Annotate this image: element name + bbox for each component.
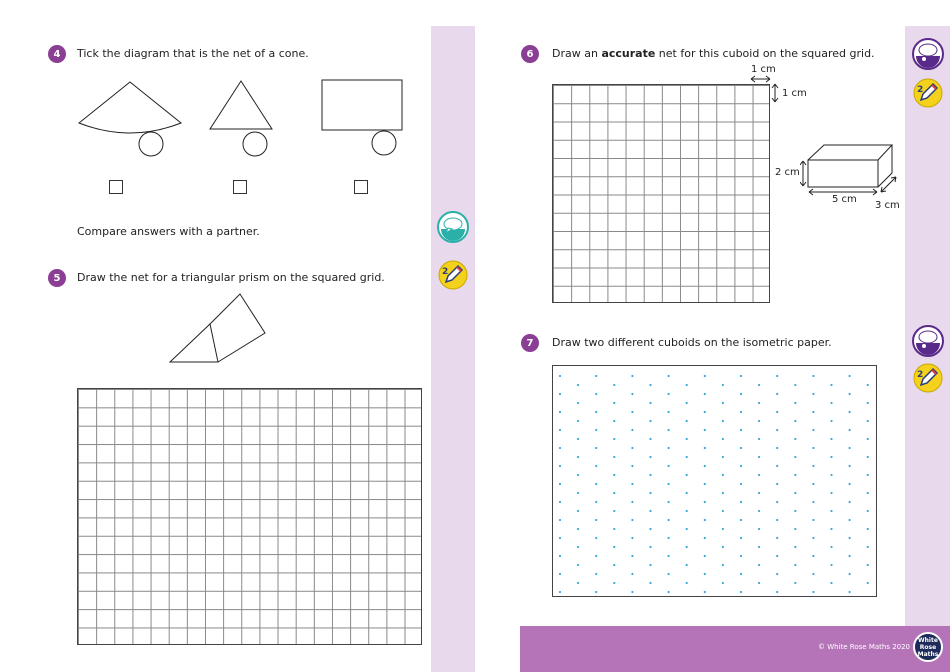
iso-dot [830,474,832,476]
iso-dot [776,447,778,449]
cone-net-option-b [210,81,272,129]
iso-dot [812,393,814,395]
iso-dot [740,555,742,557]
iso-dot [849,555,851,557]
iso-dot [668,393,670,395]
iso-dot [776,375,778,377]
iso-dot [794,510,796,512]
iso-dot [812,591,814,593]
iso-dot [559,501,561,503]
isometric-dot-paper[interactable] [552,365,877,597]
iso-dot [704,411,706,413]
iso-dot [704,393,706,395]
iso-dot [758,474,760,476]
iso-dot [595,591,597,593]
iso-dot [704,375,706,377]
iso-dot [867,546,869,548]
iso-dot [595,411,597,413]
iso-dot [704,501,706,503]
iso-dot [668,537,670,539]
iso-dot [631,447,633,449]
iso-dot [849,447,851,449]
cone-net-option-c [322,80,402,130]
iso-dot [704,519,706,521]
iso-dot [867,510,869,512]
logo-line-3: Maths [917,650,939,658]
iso-dot [704,447,706,449]
iso-dot [704,465,706,467]
iso-dot [613,582,615,584]
iso-dot [631,411,633,413]
iso-dot [830,402,832,404]
iso-dot [722,456,724,458]
iso-dot [867,474,869,476]
iso-dot [812,555,814,557]
question-4-text: Tick the diagram that is the net of a cone. [77,47,309,60]
iso-dot [577,546,579,548]
iso-dot [812,411,814,413]
iso-dot [794,420,796,422]
iso-dot [849,411,851,413]
iso-dot [704,537,706,539]
iso-dot [867,456,869,458]
iso-dot [776,411,778,413]
iso-dot [758,438,760,440]
iso-dot [867,402,869,404]
iso-dot [613,546,615,548]
logo-line-1: White [918,636,938,644]
iso-dot [613,564,615,566]
squared-grid-question-5[interactable] [77,388,422,645]
iso-dot [559,537,561,539]
iso-dot [686,384,688,386]
iso-dot [613,474,615,476]
iso-dot [595,483,597,485]
question-4-number: 4 [48,45,66,63]
iso-dot [577,528,579,530]
iso-dot [849,483,851,485]
iso-dot [758,456,760,458]
iso-dot [740,447,742,449]
iso-dot [559,573,561,575]
iso-dot [849,501,851,503]
iso-dot [595,519,597,521]
iso-dot [830,420,832,422]
question-6-text-pre: Draw an [552,47,602,60]
iso-dot [649,474,651,476]
iso-dot [812,429,814,431]
left-page-side-strip [431,26,475,672]
iso-dot [559,411,561,413]
iso-dot [649,384,651,386]
iso-dot [595,501,597,503]
cone-net-option-b-base [243,132,267,156]
iso-dot [613,384,615,386]
iso-dot [631,393,633,395]
cone-net-option-a-base [139,132,163,156]
question-6-number: 6 [521,45,539,63]
iso-dot [794,564,796,566]
iso-dot [631,519,633,521]
tickbox-option-c[interactable] [354,180,368,194]
iso-dot [830,564,832,566]
iso-dot [668,501,670,503]
iso-dot [613,528,615,530]
iso-dot [812,501,814,503]
iso-dot [830,510,832,512]
iso-dot [668,429,670,431]
iso-dot [794,456,796,458]
iso-dot [794,384,796,386]
iso-dot [577,420,579,422]
iso-dot [649,564,651,566]
svg-text:2: 2 [917,85,924,95]
iso-dot [649,402,651,404]
iso-dot [722,474,724,476]
iso-dot [649,420,651,422]
iso-dot [794,402,796,404]
iso-dot [776,483,778,485]
iso-dot [631,573,633,575]
iso-dot [776,465,778,467]
iso-dot [867,384,869,386]
iso-dot [668,375,670,377]
iso-dot [722,438,724,440]
iso-dot [740,375,742,377]
iso-dot [668,573,670,575]
iso-dot [812,447,814,449]
copyright-text: © White Rose Maths 2020 [818,643,911,651]
iso-dot [686,420,688,422]
iso-dot [704,483,706,485]
iso-dot [794,582,796,584]
iso-dot [776,573,778,575]
iso-dot [631,501,633,503]
iso-dot [577,492,579,494]
iso-dot [595,375,597,377]
iso-dot [559,429,561,431]
iso-dot [776,537,778,539]
iso-dot [812,519,814,521]
iso-dot [740,483,742,485]
logo-line-2: Rose [919,643,937,651]
question-7-number: 7 [521,334,539,352]
iso-dot [830,582,832,584]
iso-dot [595,555,597,557]
iso-dot [812,465,814,467]
iso-dot [740,573,742,575]
iso-dot [776,519,778,521]
iso-dot [668,555,670,557]
question-6-text-bold: accurate [601,47,656,60]
iso-dot [758,546,760,548]
iso-dot [740,429,742,431]
squared-grid-question-6[interactable] [552,84,770,303]
iso-dot [577,402,579,404]
pencil-icon [438,260,468,290]
cuboid-height-label: 2 cm [775,167,800,178]
iso-dot [722,528,724,530]
iso-dot [595,573,597,575]
grid-height-arrow [770,82,780,104]
question-6-text [552,47,875,60]
iso-dot [595,537,597,539]
iso-dot [849,375,851,377]
iso-dot [740,501,742,503]
pencil-icon [913,78,943,108]
iso-dot [776,501,778,503]
question-4-followup: Compare answers with a partner. [77,225,260,238]
iso-dot [812,573,814,575]
iso-dot [595,393,597,395]
iso-dot [867,438,869,440]
iso-dot [704,591,706,593]
iso-dot [812,375,814,377]
iso-dot [577,510,579,512]
iso-dot [849,465,851,467]
iso-dot [668,411,670,413]
iso-dot [722,402,724,404]
iso-dot [704,573,706,575]
question-6-text-post: net for this cuboid on the squared grid. [655,47,875,60]
cone-net-option-a [79,82,181,133]
iso-dot [559,447,561,449]
iso-dot [794,492,796,494]
iso-dot [686,456,688,458]
iso-dot [649,438,651,440]
think-bubble-icon [912,325,944,357]
iso-dot [758,420,760,422]
iso-dot [686,474,688,476]
iso-dot [704,555,706,557]
iso-dot [794,474,796,476]
iso-dot [776,555,778,557]
iso-dot [740,465,742,467]
iso-dot [849,591,851,593]
cuboid-depth-label: 3 cm [875,200,900,211]
triangular-prism-diagram [160,290,275,370]
iso-dot [740,411,742,413]
iso-dot [758,582,760,584]
iso-dot [649,492,651,494]
iso-dot [577,384,579,386]
iso-dot [577,474,579,476]
iso-dot [631,375,633,377]
iso-dot [577,564,579,566]
iso-dot [812,537,814,539]
iso-dot [758,510,760,512]
iso-dot [686,546,688,548]
cone-net-option-c-base [372,131,396,155]
iso-dot [867,528,869,530]
iso-dot [577,582,579,584]
svg-text:2: 2 [442,267,449,277]
iso-dot [649,528,651,530]
grid-height-label: 1 cm [782,88,807,99]
iso-dot [867,582,869,584]
iso-dot [686,402,688,404]
tickbox-option-a[interactable] [109,180,123,194]
iso-dot [649,456,651,458]
iso-dot [686,582,688,584]
iso-dot [559,393,561,395]
iso-dot [559,483,561,485]
iso-dot [649,546,651,548]
iso-dot [631,465,633,467]
iso-dot [704,429,706,431]
iso-dot [668,483,670,485]
iso-dot [740,519,742,521]
iso-dot [849,429,851,431]
iso-dot [595,465,597,467]
iso-dot [686,438,688,440]
iso-dot [613,420,615,422]
iso-dot [631,591,633,593]
iso-dot [849,537,851,539]
iso-dot [595,429,597,431]
iso-dot [613,438,615,440]
iso-dot [830,546,832,548]
question-7-text: Draw two different cuboids on the isometric paper. [552,336,832,349]
iso-dot [849,393,851,395]
iso-dot [849,573,851,575]
iso-dot [740,537,742,539]
iso-dot [631,483,633,485]
iso-dot [631,429,633,431]
talk-bubble-icon [437,211,469,243]
iso-dot [758,492,760,494]
grid-width-label: 1 cm [751,64,776,75]
iso-dot [559,375,561,377]
iso-dot [559,591,561,593]
iso-dot [686,528,688,530]
iso-dot [613,510,615,512]
iso-dot [740,591,742,593]
white-rose-maths-logo [913,632,943,662]
iso-dot [686,492,688,494]
iso-dot [722,420,724,422]
iso-dot [794,528,796,530]
iso-dot [758,528,760,530]
iso-dot [668,519,670,521]
iso-dot [668,465,670,467]
cone-net-diagrams [70,70,410,170]
svg-text:2: 2 [917,370,924,380]
isometric-dots [553,366,876,596]
iso-dot [722,582,724,584]
tickbox-option-b[interactable] [233,180,247,194]
iso-dot [776,393,778,395]
iso-dot [631,537,633,539]
iso-dot [722,492,724,494]
iso-dot [686,510,688,512]
iso-dot [559,555,561,557]
iso-dot [830,384,832,386]
iso-dot [758,384,760,386]
iso-dot [613,492,615,494]
iso-dot [867,492,869,494]
question-5-number: 5 [48,269,66,287]
iso-dot [830,438,832,440]
iso-dot [794,546,796,548]
pencil-icon [913,363,943,393]
iso-dot [867,420,869,422]
cuboid-length-label: 5 cm [832,194,857,205]
iso-dot [686,564,688,566]
iso-dot [649,582,651,584]
iso-dot [758,564,760,566]
iso-dot [631,555,633,557]
iso-dot [559,465,561,467]
iso-dot [758,402,760,404]
iso-dot [830,456,832,458]
think-bubble-icon [912,38,944,70]
iso-dot [812,483,814,485]
iso-dot [668,447,670,449]
iso-dot [776,591,778,593]
iso-dot [595,447,597,449]
iso-dot [722,510,724,512]
iso-dot [613,402,615,404]
iso-dot [559,519,561,521]
iso-dot [722,546,724,548]
iso-dot [830,528,832,530]
iso-dot [613,456,615,458]
question-5-text: Draw the net for a triangular prism on the squared grid. [77,271,385,284]
iso-dot [649,510,651,512]
iso-dot [740,393,742,395]
iso-dot [867,564,869,566]
iso-dot [794,438,796,440]
iso-dot [830,492,832,494]
iso-dot [776,429,778,431]
iso-dot [849,519,851,521]
iso-dot [722,384,724,386]
iso-dot [722,564,724,566]
iso-dot [577,438,579,440]
iso-dot [577,456,579,458]
iso-dot [668,591,670,593]
